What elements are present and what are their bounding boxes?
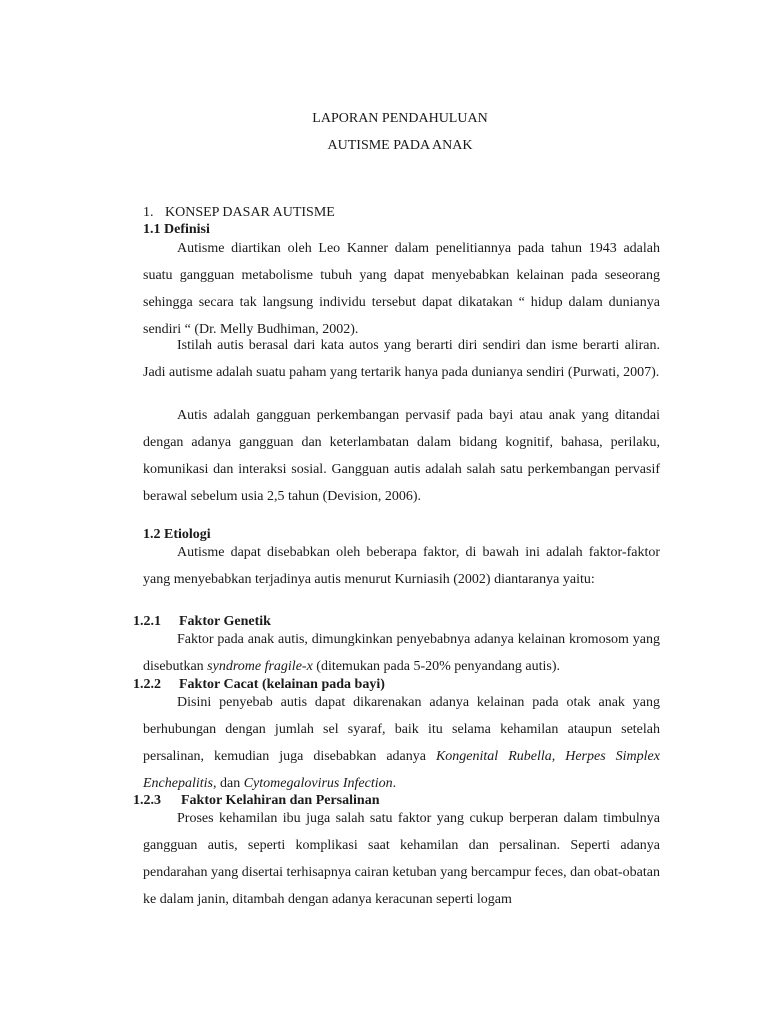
paragraph-text: Disini penyebab autis dapat dikarenakan adanya kelainan pada otak anak yang berhubungan dengan jumlah sel syaraf, baik itu selama kehamilan ataupun setelah persalinan, kemudian juga disebabkan adanya bbox=[143, 695, 660, 764]
paragraph-text: Proses kehamilan ibu juga salah satu faktor yang cukup berperan dalam timbulnya gangguan autis, seperti komplikasi saat kehamilan dan persalinan. Seperti adanya pendarahan yang disertai terhisapnya cairan ketuban yang bercampur feces, dan obat-obatan ke dalam janin, ditambah dengan adanya keracunan seperti logam bbox=[143, 811, 660, 907]
section-title: KONSEP DASAR AUTISME bbox=[165, 205, 335, 220]
subheading-title: Faktor Genetik bbox=[179, 614, 271, 629]
document-subtitle: AUTISME PADA ANAK bbox=[327, 138, 473, 153]
paragraph-definisi-1 bbox=[143, 235, 660, 343]
italic-term: Cytomegalovirus Infection bbox=[243, 776, 393, 791]
subheading-number: 1.2.3 bbox=[133, 793, 161, 808]
paragraph-faktor-cacat bbox=[143, 689, 660, 797]
paragraph-text: Istilah autis berasal dari kata autos yang berarti diri sendiri dan isme berarti aliran. Jadi autisme adalah suatu paham yang tertarik hanya pada dunianya sendiri (Purwati, 2007). bbox=[143, 338, 660, 380]
subheading-title: Faktor Cacat (kelainan pada bayi) bbox=[179, 677, 385, 692]
italic-term: Kongenital Rubella, Herpes Simplex Enchepalitis bbox=[143, 749, 660, 791]
paragraph-definisi-3 bbox=[143, 402, 660, 510]
paragraph-faktor-kelahiran bbox=[143, 805, 660, 913]
italic-term: syndrome fragile-x bbox=[207, 659, 313, 674]
paragraph-text: Autisme dapat disebabkan oleh beberapa faktor, di bawah ini adalah faktor-faktor yang menyebabkan terjadinya autis menurut Kurniasih (2002) diantaranya yaitu: bbox=[143, 545, 660, 587]
paragraph-text: Autisme diartikan oleh Leo Kanner dalam penelitiannya pada tahun 1943 adalah suatu gangguan metabolisme tubuh yang dapat menyebabkan kelainan pada seseorang sehingga secara tak langsung individu tersebut dapat dikatakan “ hidup dalam dunianya sendiri “ (Dr. Melly Budhiman, 2002). bbox=[143, 241, 660, 337]
subheading-number: 1.2.2 bbox=[133, 677, 161, 692]
subsection-heading-definisi: 1.1 Definisi bbox=[143, 222, 210, 237]
paragraph-faktor-genetik bbox=[143, 626, 660, 680]
paragraph-text: . bbox=[392, 776, 397, 791]
paragraph-text: (ditemukan pada 5-20% penyandang autis). bbox=[312, 659, 561, 674]
section-number: 1. bbox=[143, 205, 154, 220]
subsection-heading-etiologi: 1.2 Etiologi bbox=[143, 527, 211, 542]
document-title: LAPORAN PENDAHULUAN bbox=[312, 111, 488, 126]
paragraph-etiologi-intro bbox=[143, 539, 660, 593]
paragraph-text: Faktor pada anak autis, dimungkinkan penyebabnya adanya kelainan kromosom yang disebutkan bbox=[143, 632, 660, 674]
section-heading-konsep bbox=[143, 205, 335, 221]
paragraph-definisi-2 bbox=[143, 332, 660, 386]
subheading-number: 1.2.1 bbox=[133, 614, 161, 629]
paragraph-text: Autis adalah gangguan perkembangan pervasif pada bayi atau anak yang ditandai dengan adanya gangguan dan keterlambatan dalam bidang kognitif, bahasa, perilaku, komunikasi dan interaksi sosial. Gangguan autis adalah salah satu perkembangan pervasif berawal sebelum usia 2,5 tahun (Devision, 2006). bbox=[143, 408, 660, 504]
paragraph-text: , dan bbox=[213, 776, 244, 791]
subheading-title: Faktor Kelahiran dan Persalinan bbox=[181, 793, 380, 808]
